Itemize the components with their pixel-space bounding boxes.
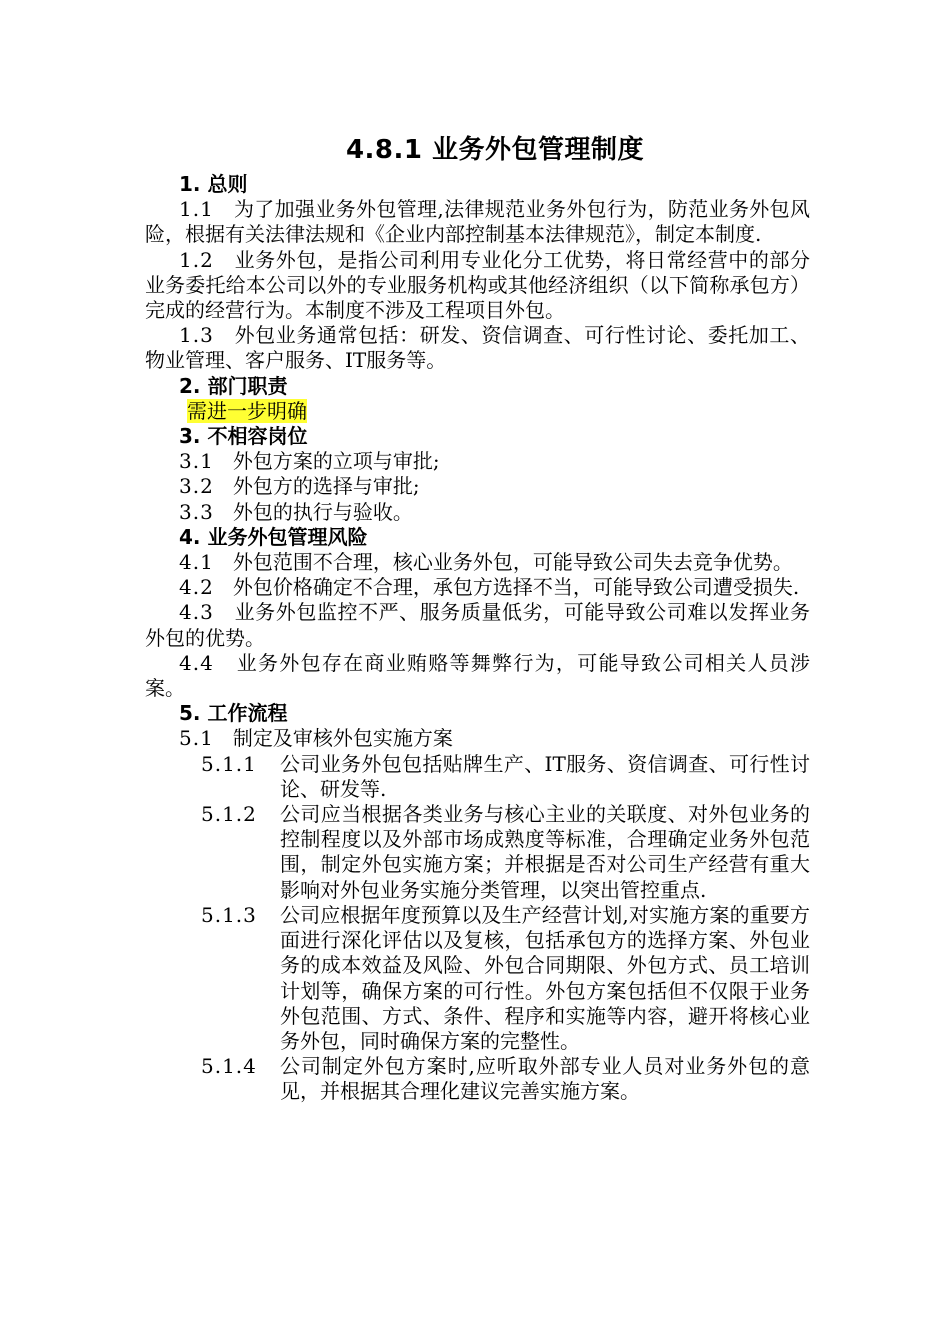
paragraph-4-1: 4.1 外包范围不合理，核心业务外包，可能导致公司失去竞争优势。 bbox=[179, 550, 793, 575]
paragraph-3-3: 3.3 外包的执行与验收。 bbox=[179, 499, 413, 524]
subsection-5-1: 5.1 制定及审核外包实施方案 bbox=[179, 726, 453, 751]
document-body bbox=[145, 172, 810, 1105]
clause-5-1-4: 5.1.4 公司制定外包方案时,应听取外部专业人员对业务外包的意见，并根据其合理化建议完善实施方案。 bbox=[201, 1054, 810, 1104]
paragraph-3-1: 3.1 外包方案的立项与审批; bbox=[179, 449, 440, 474]
page-title: 4.8.1 业务外包管理制度 bbox=[345, 135, 645, 165]
paragraph-4-3: 4.3 业务外包监控不严、服务质量低劣，可能导致公司难以发挥业务外包的优势。 bbox=[145, 600, 811, 650]
paragraph-1-1: 1.1 为了加强业务外包管理,法律规范业务外包行为，防范业务外包风险，根据有关法律法规和《企业内部控制基本法律规范》，制定本制度. bbox=[145, 197, 811, 247]
highlighted-note: 需进一步明确 bbox=[187, 398, 307, 423]
paragraph-1-3: 1.3 外包业务通常包括：研发、资信调查、可行性讨论、委托加工、物业管理、客户服务、IT服务等。 bbox=[145, 323, 811, 373]
paragraph-4-4: 4.4 业务外包存在商业贿赂等舞弊行为，可能导致公司相关人员涉案。 bbox=[145, 650, 811, 701]
section-heading-4: 4. 业务外包管理风险 bbox=[179, 524, 368, 549]
section-heading-1: 1. 总则 bbox=[179, 172, 248, 196]
clause-5-1-3: 5.1.3 公司应根据年度预算以及生产经营计划,对实施方案的重要方面进行深化评估以及复核，包括承包方的选择方案、外包业务的成本效益及风险、外包合同期限、外包方式、员工培训计划等，确保方案的可行性。外包方案包括但不仅限于业务外包范围、方式、条件、程序和实施等内容，避开将核心业务外包，同时确保方案的完整性。 bbox=[201, 902, 810, 1053]
section-heading-2: 2. 部门职责 bbox=[179, 373, 288, 398]
paragraph-4-2: 4.2 外包价格确定不合理，承包方选择不当，可能导致公司遭受损失. bbox=[179, 575, 800, 600]
clause-5-1-2: 5.1.2 公司应当根据各类业务与核心主业的关联度、对外包业务的控制程度以及外部市场成熟度等标准，合理确定业务外包范围，制定外包实施方案；并根据是否对公司生产经营有重大影响对外包业务实施分类管理，以突出管控重点. bbox=[201, 802, 810, 902]
highlighted-note-line bbox=[145, 399, 810, 424]
paragraph-1-2: 1.2 业务外包，是指公司利用专业化分工优势，将日常经营中的部分业务委托给本公司以外的专业服务机构或其他经济组织（以下简称承包方）完成的经营行为。本制度不涉及工程项目外包。 bbox=[145, 247, 811, 323]
section-heading-5: 5. 工作流程 bbox=[179, 701, 288, 726]
clause-5-1-1: 5.1.1 公司业务外包包括贴牌生产、IT服务、资信调查、可行性讨论、研发等. bbox=[201, 751, 810, 801]
paragraph-3-2: 3.2 外包方的选择与审批; bbox=[179, 474, 420, 499]
section-heading-3: 3. 不相容岗位 bbox=[179, 424, 308, 449]
